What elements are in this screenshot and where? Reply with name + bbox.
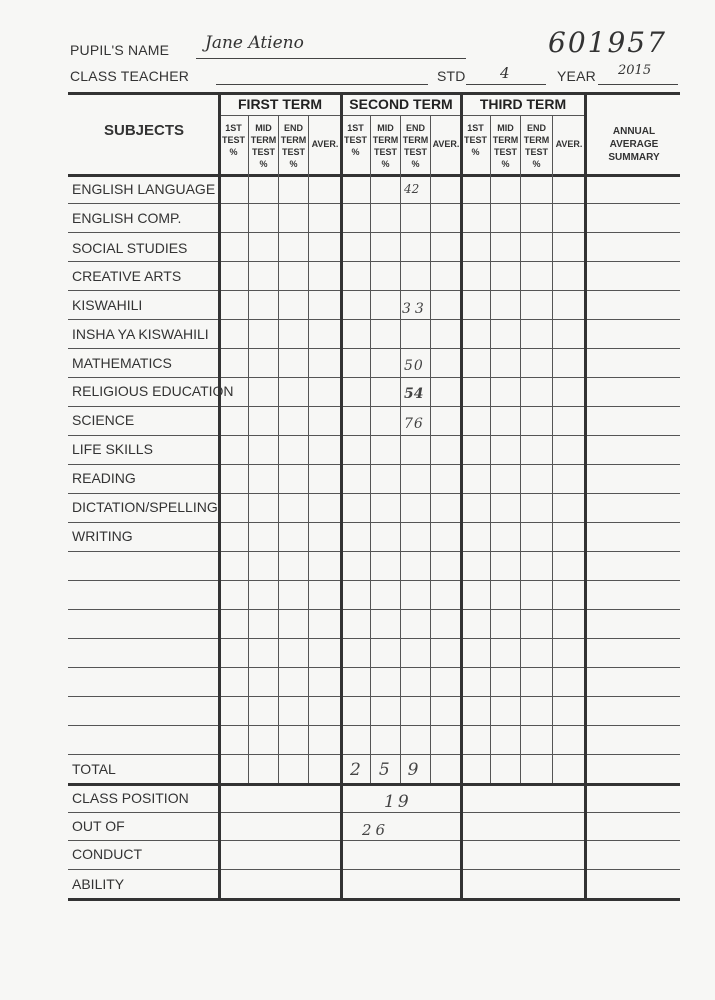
first-term-end-term-header: END TERM TEST % bbox=[280, 123, 307, 169]
second-term-mid-term-header: MID TERM TEST % bbox=[372, 123, 399, 169]
year-value: 2015 bbox=[618, 63, 652, 78]
class-position-value: 19 bbox=[384, 792, 412, 812]
third-term-aver-header: AVER. bbox=[555, 139, 583, 149]
ability-label: ABILITY bbox=[72, 876, 125, 892]
std-label: STD bbox=[437, 68, 466, 84]
std-value: 4 bbox=[500, 64, 510, 82]
first-term-mid-term-header: MID TERM TEST % bbox=[250, 123, 277, 169]
total-second-term-value: 259 bbox=[350, 760, 437, 780]
pupil-id-number: 601957 bbox=[548, 26, 667, 59]
subject-religious-education: RELIGIOUS EDUCATION bbox=[72, 383, 234, 399]
subject-mathematics: MATHEMATICS bbox=[72, 355, 172, 371]
pupil-name-label: PUPIL'S NAME bbox=[70, 42, 170, 58]
subject-social-studies: SOCIAL STUDIES bbox=[72, 240, 188, 256]
subject-science: SCIENCE bbox=[72, 412, 135, 428]
score-religious-education-end-term: 54 bbox=[404, 386, 424, 402]
class-teacher-label: CLASS TEACHER bbox=[70, 68, 190, 84]
subject-english-comp: ENGLISH COMP. bbox=[72, 210, 182, 226]
subject-life-skills: LIFE SKILLS bbox=[72, 441, 153, 457]
third-term-heading: THIRD TERM bbox=[479, 96, 567, 112]
subject-creative-arts: CREATIVE ARTS bbox=[72, 268, 182, 284]
third-term-1st-test-header: 1ST TEST % bbox=[463, 123, 487, 157]
out-of-label: OUT OF bbox=[72, 818, 125, 834]
first-term-aver-header: AVER. bbox=[311, 139, 339, 149]
subject-english-language: ENGLISH LANGUAGE bbox=[72, 181, 216, 197]
score-kiswahili-end-term: 33 bbox=[402, 301, 428, 317]
second-term-end-term-header: END TERM TEST % bbox=[402, 123, 429, 169]
subject-writing: WRITING bbox=[72, 528, 133, 544]
std-underline bbox=[466, 84, 546, 85]
first-term-1st-test-header: 1ST TEST % bbox=[221, 123, 245, 157]
second-term-1st-test-header: 1ST TEST % bbox=[343, 123, 367, 157]
score-english-language-end-term: 42 bbox=[404, 182, 420, 196]
score-mathematics-end-term: 50 bbox=[404, 358, 424, 374]
third-term-end-term-header: END TERM TEST % bbox=[523, 123, 550, 169]
conduct-label: CONDUCT bbox=[72, 846, 142, 862]
subject-dictation-spelling: DICTATION/SPELLING bbox=[72, 499, 218, 515]
second-term-aver-header: AVER. bbox=[432, 139, 460, 149]
year-label: YEAR bbox=[557, 68, 596, 84]
year-underline bbox=[598, 84, 678, 85]
second-term-heading: SECOND TERM bbox=[349, 96, 453, 112]
pupil-name-underline bbox=[196, 58, 466, 59]
annual-average-summary-header: ANNUAL AVERAGE SUMMARY bbox=[608, 126, 660, 163]
first-term-heading: FIRST TERM bbox=[238, 96, 322, 112]
third-term-mid-term-header: MID TERM TEST % bbox=[492, 123, 519, 169]
subjects-heading: SUBJECTS bbox=[103, 122, 185, 139]
class-position-label: CLASS POSITION bbox=[72, 790, 189, 806]
score-science-end-term: 76 bbox=[404, 416, 424, 432]
total-label: TOTAL bbox=[72, 761, 116, 777]
out-of-value: 26 bbox=[362, 821, 390, 839]
subject-kiswahili: KISWAHILI bbox=[72, 297, 143, 313]
subject-reading: READING bbox=[72, 470, 136, 486]
class-teacher-underline bbox=[216, 84, 428, 85]
subject-insha-ya-kiswahili: INSHA YA KISWAHILI bbox=[72, 326, 209, 342]
pupil-name-value: Jane Atieno bbox=[205, 33, 304, 53]
